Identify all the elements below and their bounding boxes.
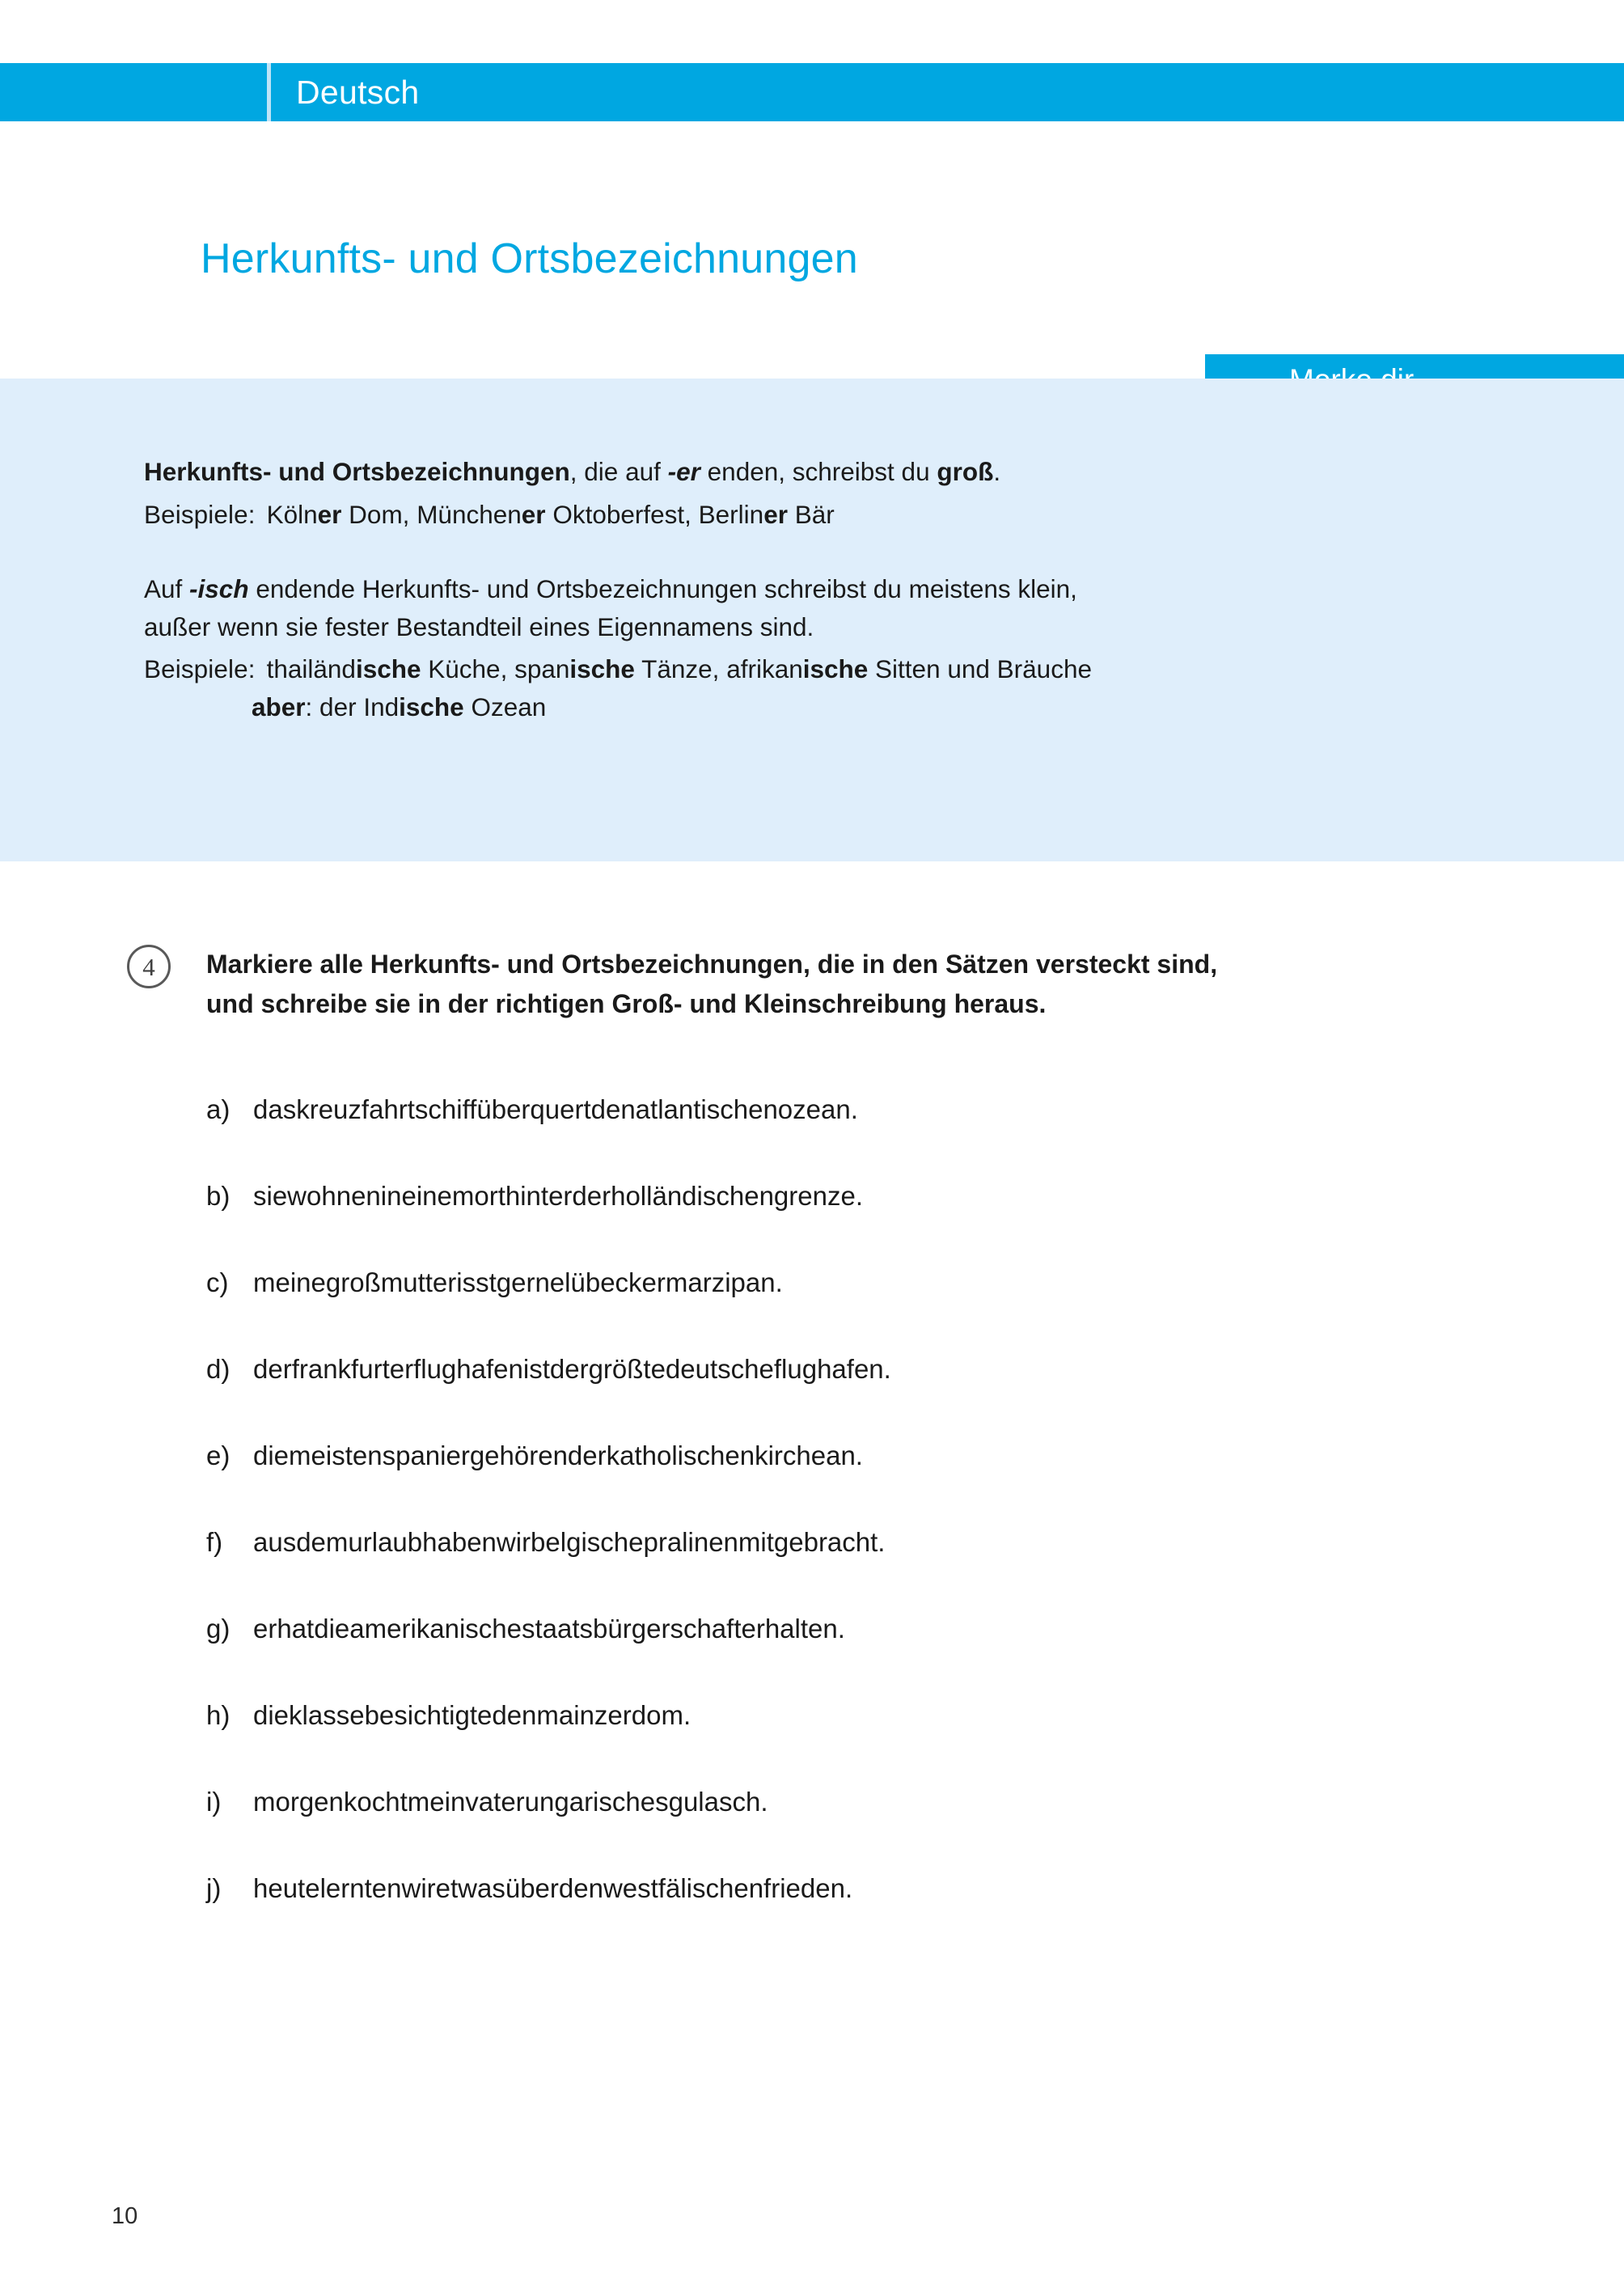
list-item (206, 1354, 1581, 1441)
subject-label: Deutsch (296, 74, 420, 111)
example-span-suffix: ische (569, 654, 635, 684)
exception-text-c: Ozean (463, 692, 547, 722)
rule-isch-t3: endende Herkunfts- und Ortsbezeichnungen schreibst du meistens klein, (248, 574, 1077, 604)
rule-er-t6: . (993, 457, 1001, 486)
list-item-text: ausdemurlaubhabenwirbelgischepralinenmitgebracht. (253, 1527, 886, 1557)
example-afrikan-rest: Sitten und Bräuche (868, 654, 1092, 684)
list-item (206, 1787, 1581, 1873)
examples-isch (144, 650, 1519, 688)
example-berlin-rest: Bär (787, 499, 835, 529)
list-item-letter: a) (206, 1094, 230, 1124)
list-item-letter: g) (206, 1614, 230, 1644)
list-item-letter: i) (206, 1787, 222, 1817)
list-item (206, 1614, 1581, 1700)
example-span-stem: span (514, 654, 570, 684)
examples-er-label: Beispiele: (144, 499, 256, 529)
exception-label: aber (252, 692, 306, 722)
list-item (206, 1094, 1581, 1181)
rule-er-t4: enden, schreibst du (700, 457, 937, 486)
list-item-text: meinegroßmutterisstgernelübeckermarzipan. (253, 1267, 783, 1297)
example-thai-suffix: ische (355, 654, 421, 684)
list-item (206, 1267, 1581, 1354)
example-berlin-suffix: er (763, 499, 788, 529)
list-item-text: dieklassebesichtigtedenmainzerdom. (253, 1700, 691, 1730)
example-muenchen-rest: Oktoberfest, (545, 499, 699, 529)
example-muenchen-stem: München (417, 499, 522, 529)
list-item-text: diemeistenspaniergehörenderkatholischenkirchean. (253, 1441, 863, 1470)
list-item-letter: c) (206, 1267, 229, 1297)
exception-text-a: : der Ind (305, 692, 400, 722)
list-item (206, 1181, 1581, 1267)
list-item (206, 1700, 1581, 1787)
examples-er (144, 496, 1519, 534)
list-item-text: heutelerntenwiretwasüberdenwestfälischenfrieden. (253, 1873, 853, 1903)
list-item-text: derfrankfurterflughafenistdergrößtedeutscheflughafen. (253, 1354, 891, 1384)
example-koeln-rest: Dom, (341, 499, 417, 529)
list-item-letter: h) (206, 1700, 230, 1730)
list-item-letter: f) (206, 1527, 223, 1557)
examples-isch-label: Beispiele: (144, 654, 256, 684)
exercise-instruction (206, 945, 1597, 1023)
exception-suffix: ische (399, 692, 464, 722)
list-item-letter: e) (206, 1441, 230, 1470)
rule-er-term: Herkunfts- und Ortsbezeichnungen (144, 457, 570, 486)
list-item (206, 1873, 1581, 1960)
rule-er-suffix: -er (667, 457, 700, 486)
list-item-text: morgenkochtmeinvaterungarischesgulasch. (253, 1787, 768, 1817)
list-item (206, 1527, 1581, 1614)
list-item-letter: d) (206, 1354, 230, 1384)
list-item-letter: j) (206, 1873, 222, 1903)
page-title: Herkunfts- und Ortsbezeichnungen (201, 235, 858, 282)
example-muenchen-suffix: er (521, 499, 546, 529)
example-afrikan-stem: afrikan (726, 654, 803, 684)
example-afrikan-suffix: ische (802, 654, 869, 684)
page-number: 10 (112, 2203, 138, 2229)
exercise-instruction-line1: Markiere alle Herkunfts- und Ortsbezeichnungen, die in den Sätzen versteckt sind, (206, 950, 1218, 979)
exercise-instruction-line2: und schreibe sie in der richtigen Groß- und Kleinschreibung heraus. (206, 988, 1047, 1018)
example-thai-stem: thailänd (266, 654, 356, 684)
subject-header-bar (0, 63, 1624, 121)
merke-dir-content (144, 453, 1519, 726)
rule-er-gross: groß (937, 457, 994, 486)
exercise-items-list (206, 1094, 1581, 1960)
rule-isch-suffix: -isch (189, 574, 249, 604)
rule-isch-line1 (144, 570, 1519, 608)
list-item-text: erhatdieamerikanischestaatsbürgerschafterhalten. (253, 1614, 845, 1644)
rule-isch-t1: Auf (144, 574, 190, 604)
example-berlin-stem: Berlin (698, 499, 764, 529)
rule-er-t2: , die auf (569, 457, 668, 486)
rule-er (144, 453, 1519, 491)
example-span-rest: Tänze, (634, 654, 727, 684)
examples-isch-exception (144, 688, 1519, 726)
example-koeln-stem: Köln (266, 499, 318, 529)
example-koeln-suffix: er (317, 499, 342, 529)
rule-isch-line2: außer wenn sie fester Bestandteil eines Eigennamens sind. (144, 611, 814, 641)
exercise-number-badge: 4 (127, 945, 171, 988)
example-thai-rest: Küche, (421, 654, 515, 684)
list-item-text: daskreuzfahrtschiffüberquertdenatlantischenozean. (253, 1094, 858, 1124)
list-item (206, 1441, 1581, 1527)
list-item-letter: b) (206, 1181, 230, 1211)
header-divider (267, 63, 271, 121)
merke-spacer (144, 533, 1519, 570)
list-item-text: siewohnenineinemorthinterderholländischengrenze. (253, 1181, 863, 1211)
